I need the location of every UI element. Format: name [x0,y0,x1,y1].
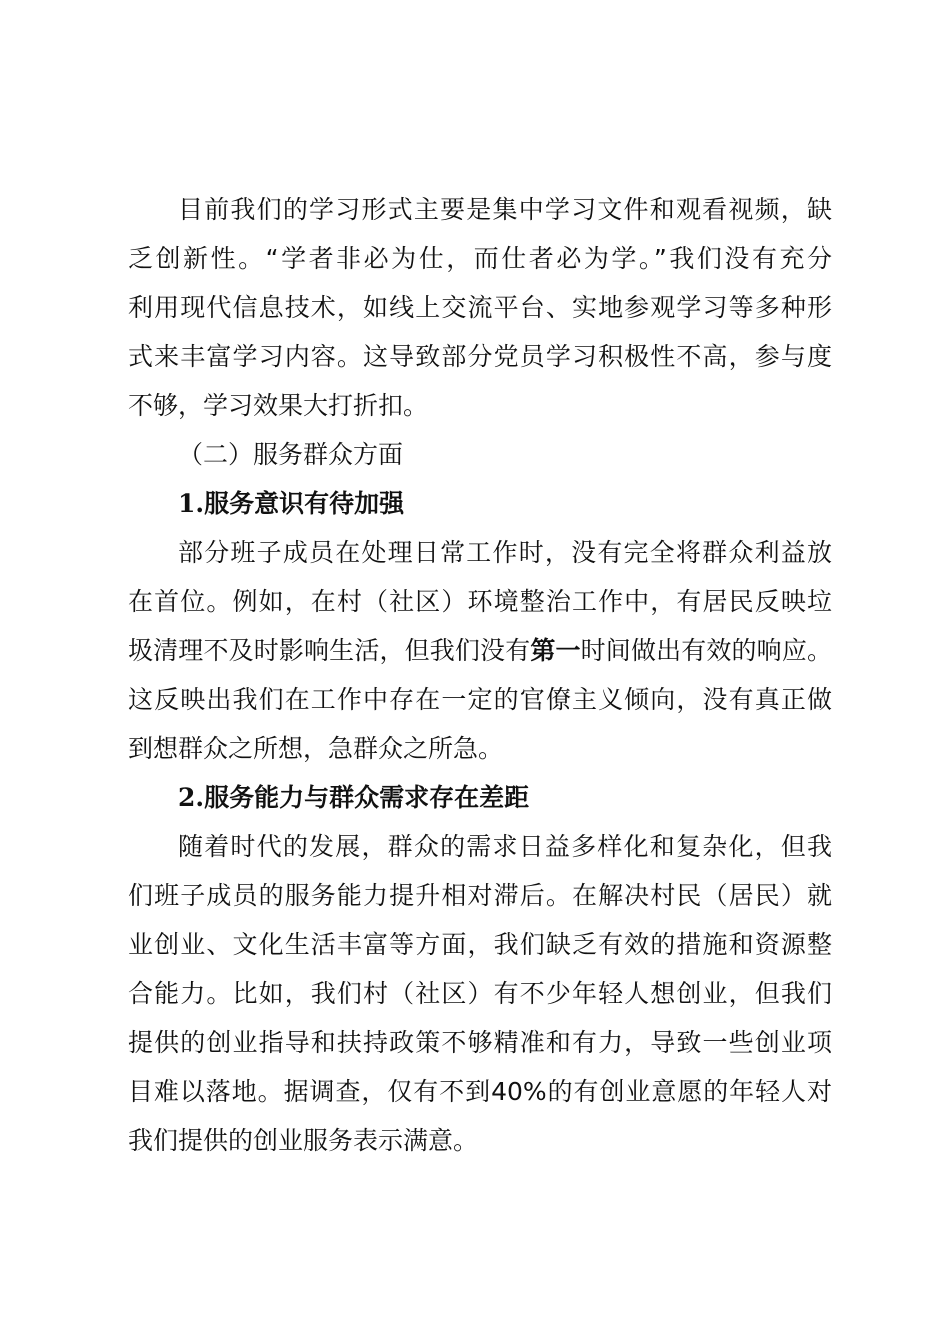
subheading-text: 服务意识有待加强 [204,489,405,518]
subheading-number: 1. [178,489,205,518]
paragraph-line: 利用现代信息技术，如线上交流平台、实地参观学习等多种形 [128,293,832,322]
bold-text-run: 第一 [530,636,581,665]
document-body [128,185,832,1165]
subheading-text: 服务能力与群众需求存在差距 [204,783,530,812]
subheading-number: 2. [178,783,205,812]
paragraph-line: 在首位。例如，在村（社区）环境整治工作中，有居民反映垃 [128,587,832,616]
paragraph-line: 目前我们的学习形式主要是集中学习文件和观看视频，缺 [178,195,832,224]
paragraph-line: 这反映出我们在工作中存在一定的官僚主义倾向，没有真正做 [128,685,832,714]
paragraph-line: 式来丰富学习内容。这导致部分党员学习积极性不高，参与度 [128,342,832,371]
paragraph-line: 业创业、文化生活丰富等方面，我们缺乏有效的措施和资源整 [128,930,832,959]
subheading-service-awareness [128,479,832,528]
paragraph-line: 我们提供的创业服务表示满意。 [128,1126,479,1155]
text-run: 圾清理不及时影响生活，但我们没有 [128,636,531,665]
paragraph-line: 提供的创业指导和扶持政策不够精准和有力，导致一些创业项 [128,1028,832,1057]
paragraph-line: 部分班子成员在处理日常工作时，没有完全将群众利益放 [178,538,832,567]
paragraph-line: 乏创新性。“学者非必为仕，而仕者必为学。”我们没有充分 [128,244,832,273]
paragraph-line [128,626,832,675]
paragraph-line: 目难以落地。据调查，仅有不到40%的有创业意愿的年轻人对 [128,1077,832,1106]
section-title: （二）服务群众方面 [178,440,404,469]
paragraph-line: 不够，学习效果大打折扣。 [128,391,429,420]
text-run: 时间做出有效的响应。 [580,636,832,665]
subheading-service-capability [128,773,832,822]
paragraph-line: 随着时代的发展，群众的需求日益多样化和复杂化，但我 [178,832,832,861]
paragraph-line: 们班子成员的服务能力提升相对滞后。在解决村民（居民）就 [128,881,832,910]
paragraph-line: 合能力。比如，我们村（社区）有不少年轻人想创业，但我们 [128,979,832,1008]
paragraph-line: 到想群众之所想，急群众之所急。 [128,734,504,763]
